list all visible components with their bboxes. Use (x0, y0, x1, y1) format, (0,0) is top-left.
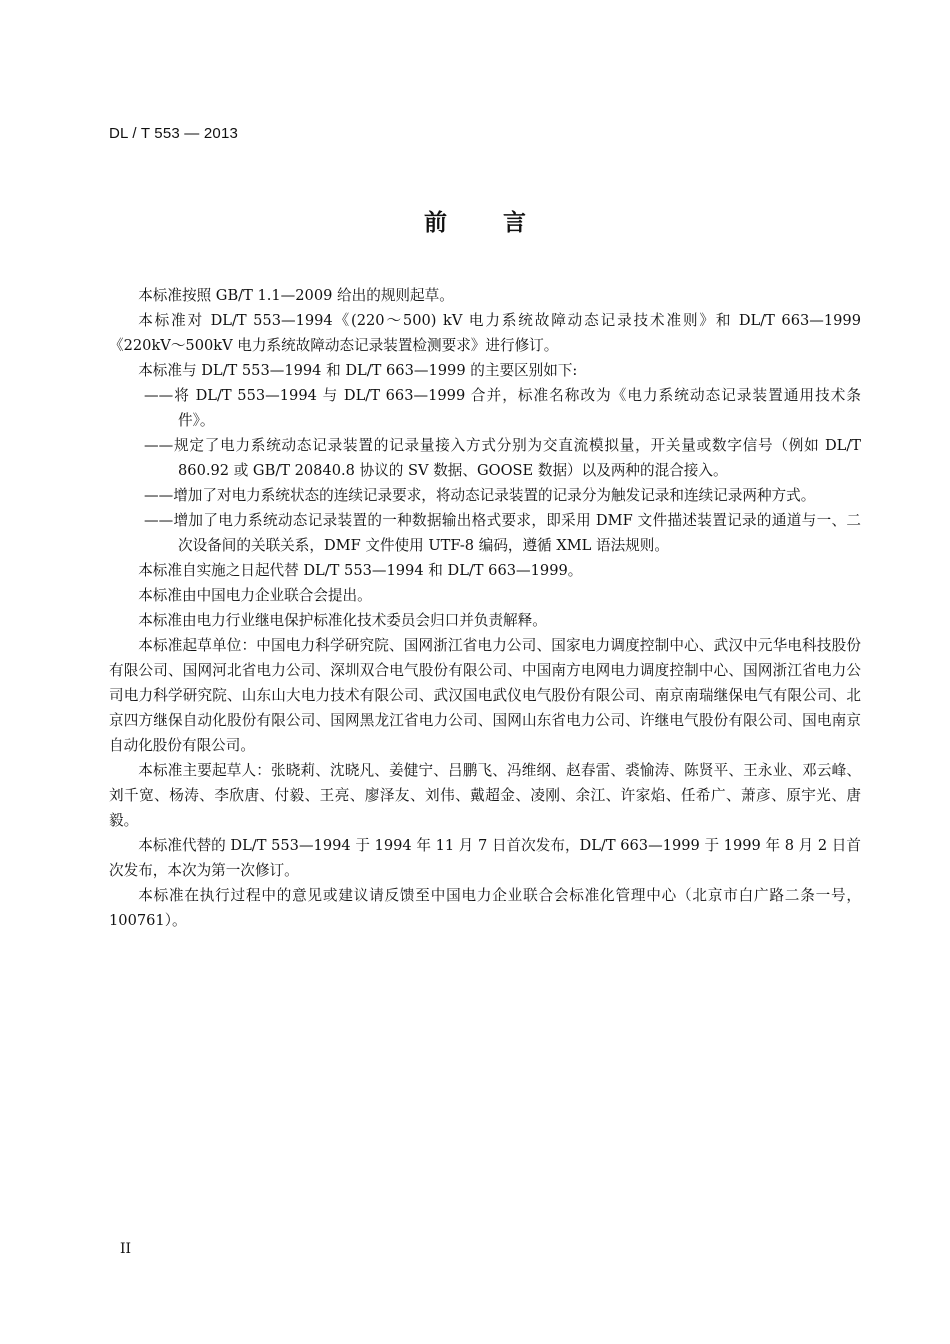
paragraph-revision-scope: 本标准对 DL/T 553—1994《(220～500) kV 电力系统故障动态记录技术准则》和 DL/T 663—1999《220kV～500kV 电力系统故障动态记录装置检测要求》进行修订。 (109, 312, 861, 354)
change-item: ——规定了电力系统动态记录装置的记录量接入方式分别为交直流模拟量，开关量或数字信号（例如 DL/T 860.92 或 GB/T 20840.8 协议的 SV 数据、GOOSE 数据）以及两种的混合接入。 (144, 437, 861, 479)
document-code: DL / T 553 — 2013 (109, 125, 239, 142)
preface-body (109, 283, 861, 933)
paragraph-replacement: 本标准自实施之日起代替 DL/T 553—1994 和 DL/T 663—1999。 (138, 562, 583, 579)
paragraph-responsible-committee: 本标准由电力行业继电保护标准化技术委员会归口并负责解释。 (138, 612, 547, 629)
paragraph-drafters: 本标准主要起草人：张晓莉、沈晓凡、姜健宁、吕鹏飞、冯维纲、赵春雷、裘愉涛、陈贤平、王永业、邓云峰、刘千宽、杨涛、李欣唐、付毅、王亮、廖泽友、刘伟、戴超金、凌刚、余江、许家焰、任希广、萧彦、原宇光、唐毅。 (109, 762, 861, 829)
change-item: ——增加了对电力系统状态的连续记录要求，将动态记录装置的记录分为触发记录和连续记录两种方式。 (144, 487, 816, 504)
paragraph-drafting-units: 本标准起草单位：中国电力科学研究院、国网浙江省电力公司、国家电力调度控制中心、武汉中元华电科技股份有限公司、国网河北省电力公司、深圳双合电气股份有限公司、中国南方电网电力调度控制中心、国网浙江省电力公司电力科学研究院、山东山大电力技术有限公司、武汉国电武仪电气股份有限公司、南京南瑞继保电气有限公司、北京四方继保自动化股份有限公司、国网黑龙江省电力公司、国网山东省电力公司、许继电气股份有限公司、国电南京自动化股份有限公司。 (109, 637, 861, 754)
page-number: II (120, 1241, 132, 1257)
paragraph-proposer: 本标准由中国电力企业联合会提出。 (138, 587, 372, 604)
page-title: 前言 (424, 210, 582, 236)
change-item: ——将 DL/T 553—1994 与 DL/T 663—1999 合并，标准名称改为《电力系统动态记录装置通用技术条件》。 (144, 387, 861, 429)
paragraph-main-differences: 本标准与 DL/T 553—1994 和 DL/T 663—1999 的主要区别如下: (138, 362, 578, 379)
change-item: ——增加了电力系统动态记录装置的一种数据输出格式要求，即采用 DMF 文件描述装置记录的通道与一、二次设备间的关联关系，DMF 文件使用 UTF-8 编码，遵循 XML 语法规则。 (144, 512, 861, 554)
paragraph-feedback-contact: 本标准在执行过程中的意见或建议请反馈至中国电力企业联合会标准化管理中心（北京市白广路二条一号，100761）。 (109, 887, 861, 929)
paragraph-drafting-rules: 本标准按照 GB/T 1.1—2009 给出的规则起草。 (138, 287, 454, 304)
paragraph-publication-history: 本标准代替的 DL/T 553—1994 于 1994 年 11 月 7 日首次发布，DL/T 663—1999 于 1999 年 8 月 2 日首次发布，本次为第一次修订。 (109, 837, 861, 879)
